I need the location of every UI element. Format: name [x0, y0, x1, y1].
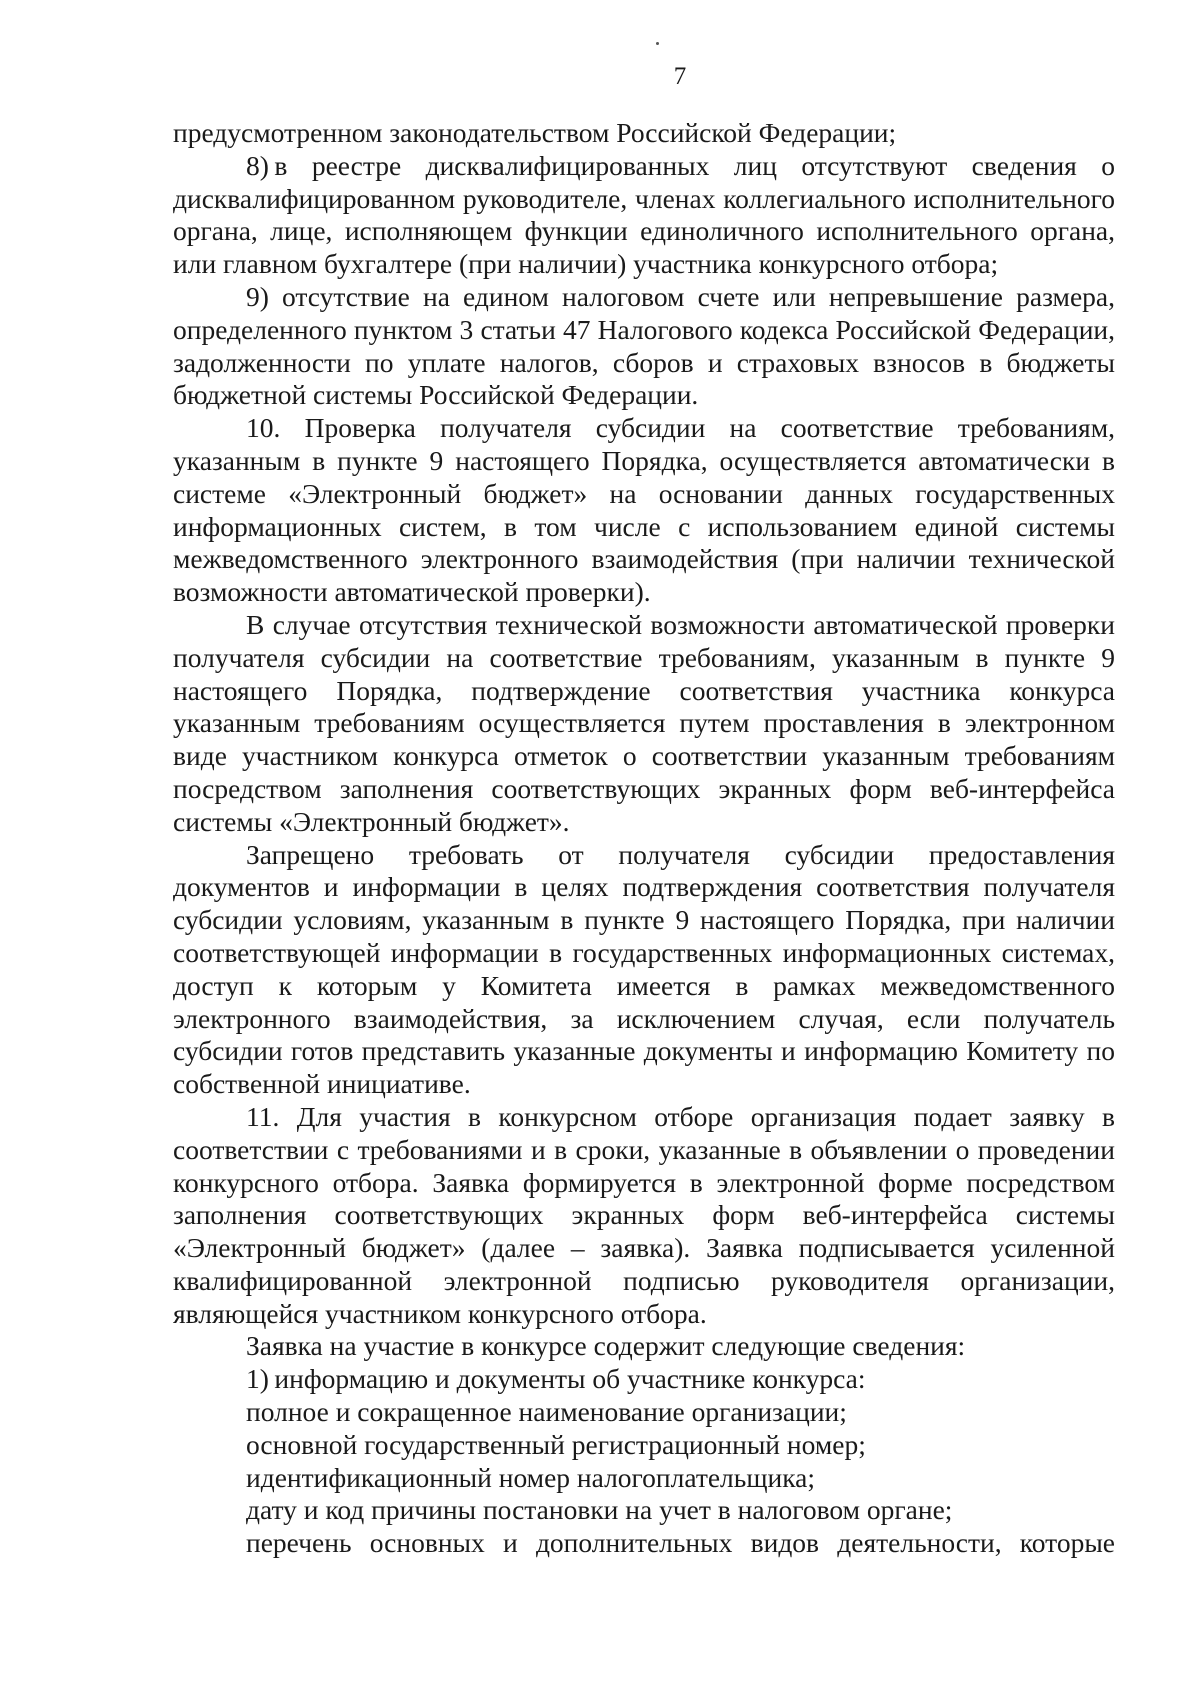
paragraph-continuation: предусмотренном законодательством Российской Федерации;	[173, 117, 897, 148]
list-item-inn: идентификационный номер налогоплательщика;	[246, 1461, 816, 1493]
page-number: 7	[673, 63, 687, 90]
list-item-participant-info: 1) информацию и документы об участнике конкурса:	[246, 1363, 866, 1395]
list-item-ogrn: основной государственный регистрационный номер;	[246, 1428, 866, 1460]
list-item-organization-name: полное и сокращенное наименование организации;	[246, 1396, 847, 1428]
scan-dot	[656, 42, 659, 45]
list-item-registration-date: дату и код причины постановки на учет в налоговом органе;	[246, 1494, 953, 1526]
paragraph-clause-10: 10. Проверка получателя субсидии на соответствие требованиям, указанным в пункте 9 настоящего Порядка, осуществляется автоматически в системе «Электронный бюджет» на основании данных государственных информационных систем, в том числе с использованием единой системы межведомственного электронного взаимодействия (при наличии технической возможности автоматической проверки).	[173, 412, 1115, 608]
paragraph-no-technical-possibility: В случае отсутствия технической возможности автоматической проверки получателя субсидии на соответствие требованиям, указанным в пункте 9 настоящего Порядка, подтверждение соответствия участника конкурса указанным требованиям осуществляется путем проставления в электронном виде участником конкурса отметок о соответствии указанным требованиям посредством заполнения соответствующих экранных форм веб-интерфейса системы «Электронный бюджет».	[173, 608, 1115, 837]
list-item-activity-types: перечень основных и дополнительных видов деятельности, которые	[246, 1527, 1115, 1559]
document-body	[173, 117, 1115, 1560]
paragraph-clause-11: 11. Для участия в конкурсном отборе организация подает заявку в соответствии с требованиями и в сроки, указанные в объявлении о проведении конкурсного отбора. Заявка формируется в электронной форме посредством заполнения соответствующих экранных форм веб-интерфейса системы «Электронный бюджет» (далее – заявка). Заявка подписывается усиленной квалифицированной электронной подписью руководителя организации, являющейся участником конкурсного отбора.	[173, 1100, 1115, 1329]
paragraph-item-9: 9) отсутствие на едином налоговом счете или непревышение размера, определенного пунктом 3 статьи 47 Налогового кодекса Российской Федерации, задолженности по уплате налогов, сборов и страховых взносов в бюджеты бюджетной системы Российской Федерации.	[173, 280, 1115, 411]
paragraph-item-8: 8) в реестре дисквалифицированных лиц отсутствуют сведения о дисквалифицированном руководителе, членах коллегиального исполнительного органа, лице, исполняющем функции единоличного исполнительного органа, или главном бухгалтере (при наличии) участника конкурсного отбора;	[173, 149, 1115, 280]
paragraph-prohibited-request: Запрещено требовать от получателя субсидии предоставления документов и информации в целях подтверждения соответствия получателя субсидии условиям, указанным в пункте 9 настоящего Порядка, при наличии соответствующей информации в государственных информационных системах, доступ к которым у Комитета имеется в рамках межведомственного электронного взаимодействия, за исключением случая, если получатель субсидии готов представить указанные документы и информацию Комитету по собственной инициативе.	[173, 838, 1115, 1100]
paragraph-application-contents: Заявка на участие в конкурсе содержит следующие сведения:	[246, 1330, 966, 1362]
